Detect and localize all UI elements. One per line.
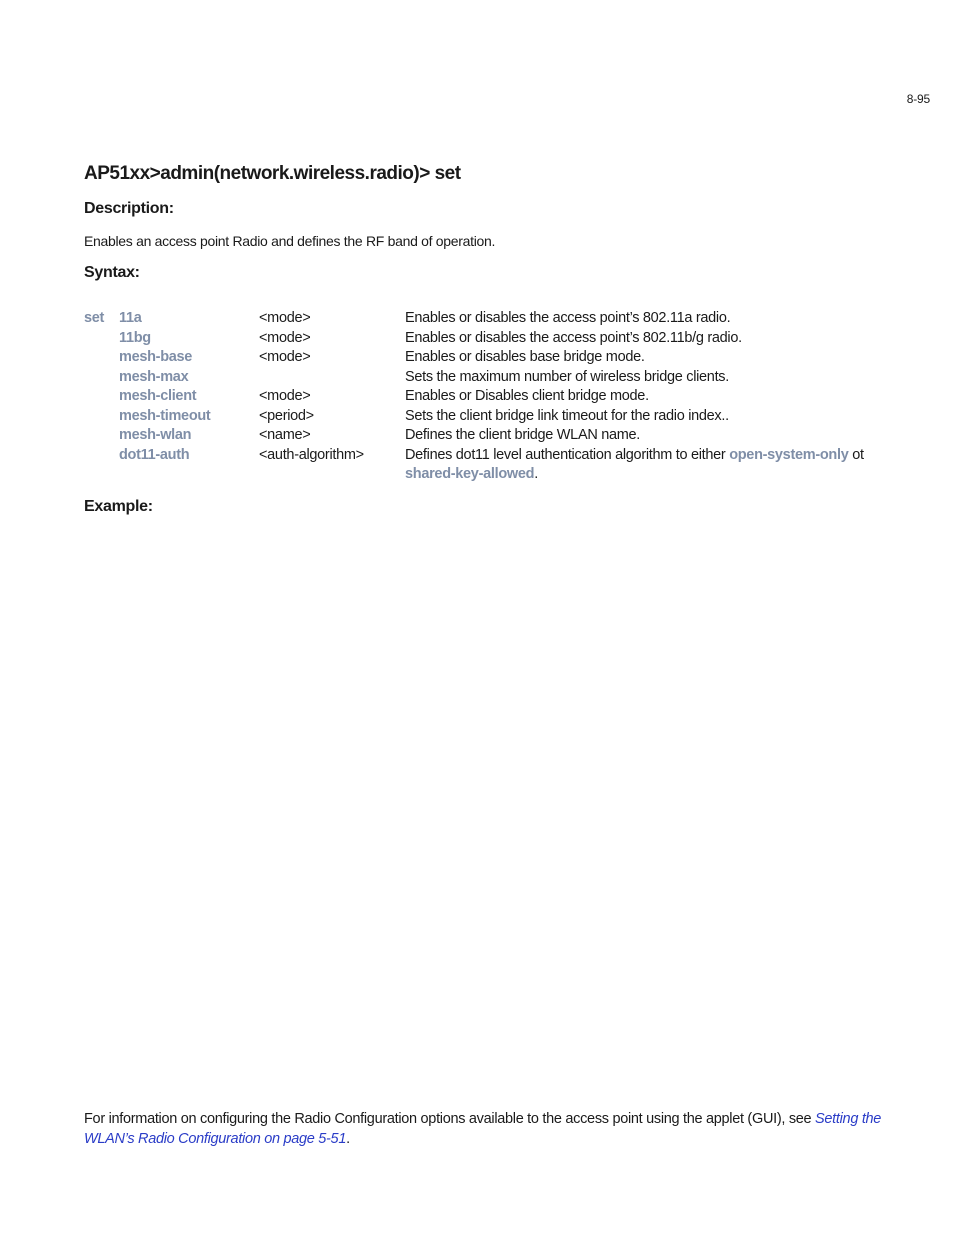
footer-note	[84, 1110, 904, 1149]
syntax-param: <mode>	[259, 388, 311, 404]
command-title: AP51xx>admin(network.wireless.radio)> set	[84, 163, 461, 184]
syntax-desc-end: .	[534, 466, 538, 482]
syntax-desc: Enables or Disables client bridge mode.	[405, 388, 649, 404]
syntax-option: mesh-timeout	[119, 407, 211, 424]
syntax-option: mesh-max	[119, 368, 189, 385]
syntax-desc: Enables or disables the access point’s 802.11b/g radio.	[405, 329, 742, 346]
syntax-command: set	[84, 310, 105, 326]
syntax-option: 11bg	[119, 329, 151, 346]
syntax-row	[84, 329, 895, 349]
syntax-option: dot11-auth	[119, 446, 190, 463]
keyword-open-system-only: open-system-only	[729, 446, 849, 463]
syntax-desc	[405, 446, 895, 485]
footer-end: .	[346, 1130, 350, 1147]
page-number: 8-95	[906, 92, 930, 106]
keyword-shared-key-allowed: shared-key-allowed	[405, 466, 535, 482]
syntax-option: 11a	[119, 310, 142, 326]
syntax-desc: Enables or disables the access point’s 802.11a radio.	[405, 310, 731, 326]
syntax-param: <name>	[259, 427, 311, 443]
syntax-desc-prefix: Defines dot11 level authentication algorithm to either	[405, 446, 730, 463]
syntax-row	[84, 387, 895, 407]
syntax-desc-mid: ot	[848, 446, 864, 463]
syntax-desc: Defines the client bridge WLAN name.	[405, 427, 641, 443]
syntax-param: <mode>	[259, 310, 311, 326]
syntax-option: mesh-wlan	[119, 427, 192, 443]
syntax-row	[84, 309, 895, 329]
syntax-row	[84, 368, 895, 388]
description-heading: Description:	[84, 200, 174, 217]
syntax-param: <auth-algorithm>	[259, 446, 364, 463]
syntax-row	[84, 426, 895, 446]
syntax-row	[84, 407, 895, 427]
syntax-param: <mode>	[259, 349, 311, 365]
syntax-param	[259, 368, 405, 388]
syntax-table	[84, 309, 895, 485]
radio-config-link[interactable]: Setting the WLAN’s Radio Configuration on page 5-51	[84, 1111, 882, 1147]
syntax-desc: Sets the client bridge link timeout for the radio index..	[405, 407, 729, 424]
description-text: Enables an access point Radio and defines the RF band of operation.	[84, 233, 496, 249]
syntax-desc: Sets the maximum number of wireless bridge clients.	[405, 368, 729, 385]
syntax-param: <mode>	[259, 329, 311, 346]
footer-text: For information on configuring the Radio Configuration options available to the access point using the applet (GUI), see	[84, 1111, 816, 1127]
syntax-desc: Enables or disables base bridge mode.	[405, 349, 645, 365]
syntax-row	[84, 348, 895, 368]
example-heading: Example:	[84, 498, 153, 515]
syntax-option: mesh-base	[119, 349, 193, 365]
syntax-heading: Syntax:	[84, 264, 140, 281]
syntax-option: mesh-client	[119, 388, 197, 404]
syntax-row	[84, 446, 895, 485]
syntax-param: <period>	[259, 407, 314, 424]
